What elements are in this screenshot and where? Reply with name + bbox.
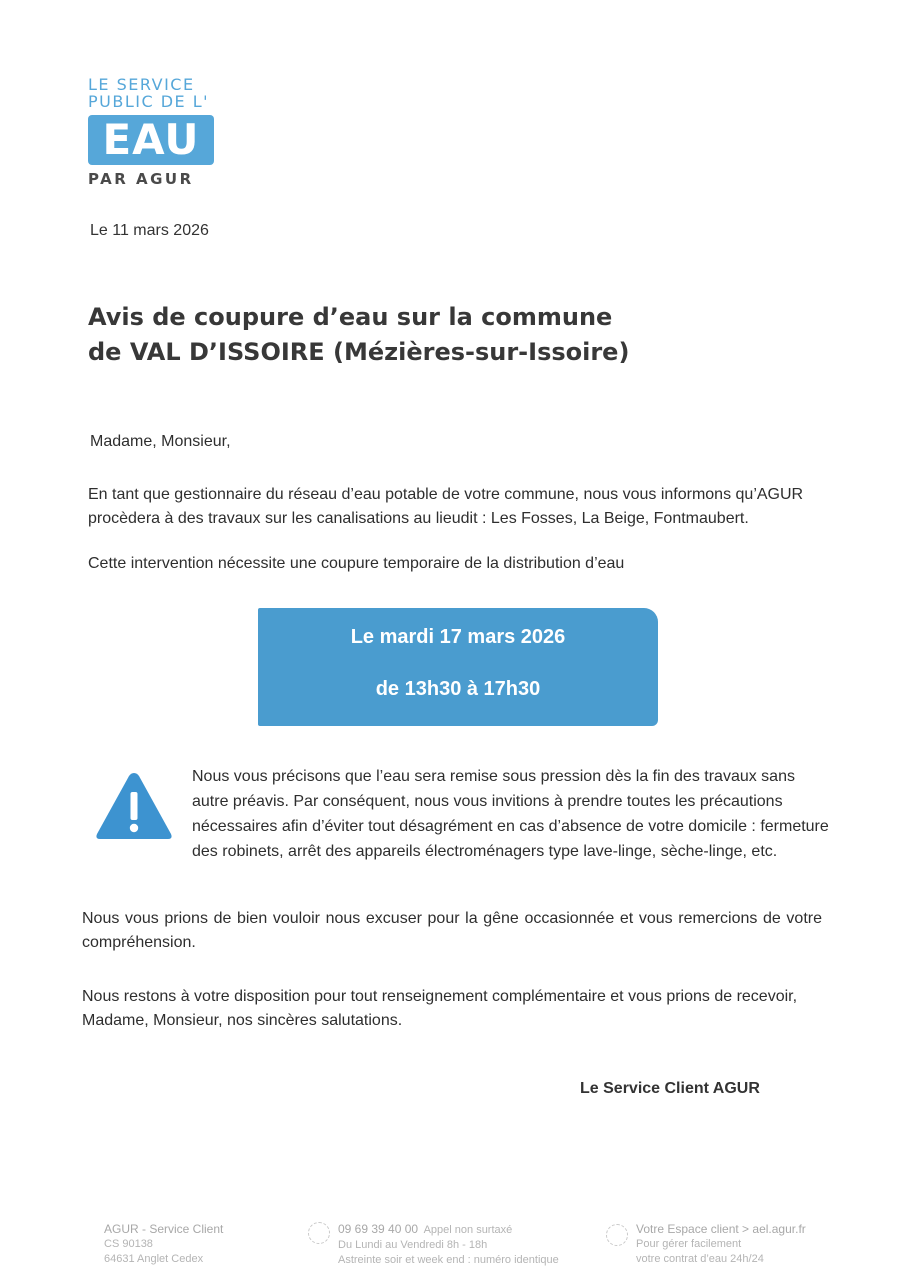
agur-logo <box>88 76 218 188</box>
disposition-paragraph: Nous restons à votre disposition pour tout renseignement complémentaire et vous prions de recevoir, Madame, Monsieur, nos sincères salutations. <box>82 988 798 1029</box>
signature: Le Service Client AGUR <box>580 1080 760 1097</box>
page-title <box>88 300 629 370</box>
footer-phone-note: Appel non surtaxé <box>423 1224 513 1236</box>
title-line-2: de VAL D’ISSOIRE (Mézières-sur-Issoire) <box>88 338 630 366</box>
footer-phone-hours: Du Lundi au Vendredi 8h - 18h <box>338 1239 488 1251</box>
logo-line-2: PUBLIC DE L' <box>88 92 210 111</box>
phone-icon <box>308 1222 330 1244</box>
footer-cs: CS 90138 <box>104 1238 153 1250</box>
footer-espace-client: Votre Espace client > ael.agur.fr <box>636 1222 806 1236</box>
logo-eau: EAU <box>88 115 214 165</box>
footer-phone <box>338 1222 559 1268</box>
footer-web-line3: votre contrat d’eau 24h/24 <box>636 1253 764 1265</box>
footer-address <box>104 1222 223 1267</box>
coupure-paragraph: Cette intervention nécessite une coupure temporaire de la distribution d’eau <box>88 555 625 572</box>
date-banner <box>258 608 658 726</box>
banner-hours: de 13h30 à 17h30 <box>375 678 541 700</box>
logo-line-1: LE SERVICE <box>88 75 195 94</box>
footer-phone-number: 09 69 39 40 00 <box>338 1222 419 1236</box>
warning-triangle-icon <box>94 770 174 842</box>
footer-phone-astreinte: Astreinte soir et week end : numéro identique <box>338 1254 559 1266</box>
excuse-paragraph: Nous vous prions de bien vouloir nous excuser pour la gêne occasionnée et vous remercions de votre compréhension. <box>82 910 822 951</box>
web-icon <box>606 1224 628 1246</box>
footer-web <box>636 1222 806 1267</box>
salutation: Madame, Monsieur, <box>90 433 231 450</box>
intro-paragraph: En tant que gestionnaire du réseau d’eau potable de votre commune, nous vous informons qu’AGUR procèdera à des travaux sur les canalisations au lieudit : Les Fosses, La Beige, Fontmaubert. <box>88 486 804 527</box>
title-line-1: Avis de coupure d’eau sur la commune <box>88 303 613 331</box>
warning-paragraph: Nous vous précisons que l’eau sera remise sous pression dès la fin des travaux sans autre préavis. Par conséquent, nous vous invitions à prendre toutes les précautions nécessaires afin d’éviter tout désagrément en cas d’absence de votre domicile : fermeture des robinets, arrêt des appareils électroménagers type lave-linge, sèche-linge, etc. <box>192 768 829 860</box>
banner-date: Le mardi 17 mars 2026 <box>350 626 566 648</box>
logo-par-agur: PAR AGUR <box>88 170 194 188</box>
footer-service-client: AGUR - Service Client <box>104 1222 224 1236</box>
footer-web-line2: Pour gérer facilement <box>636 1238 742 1250</box>
footer-city: 64631 Anglet Cedex <box>104 1253 204 1265</box>
letter-date: Le 11 mars 2026 <box>90 222 209 239</box>
